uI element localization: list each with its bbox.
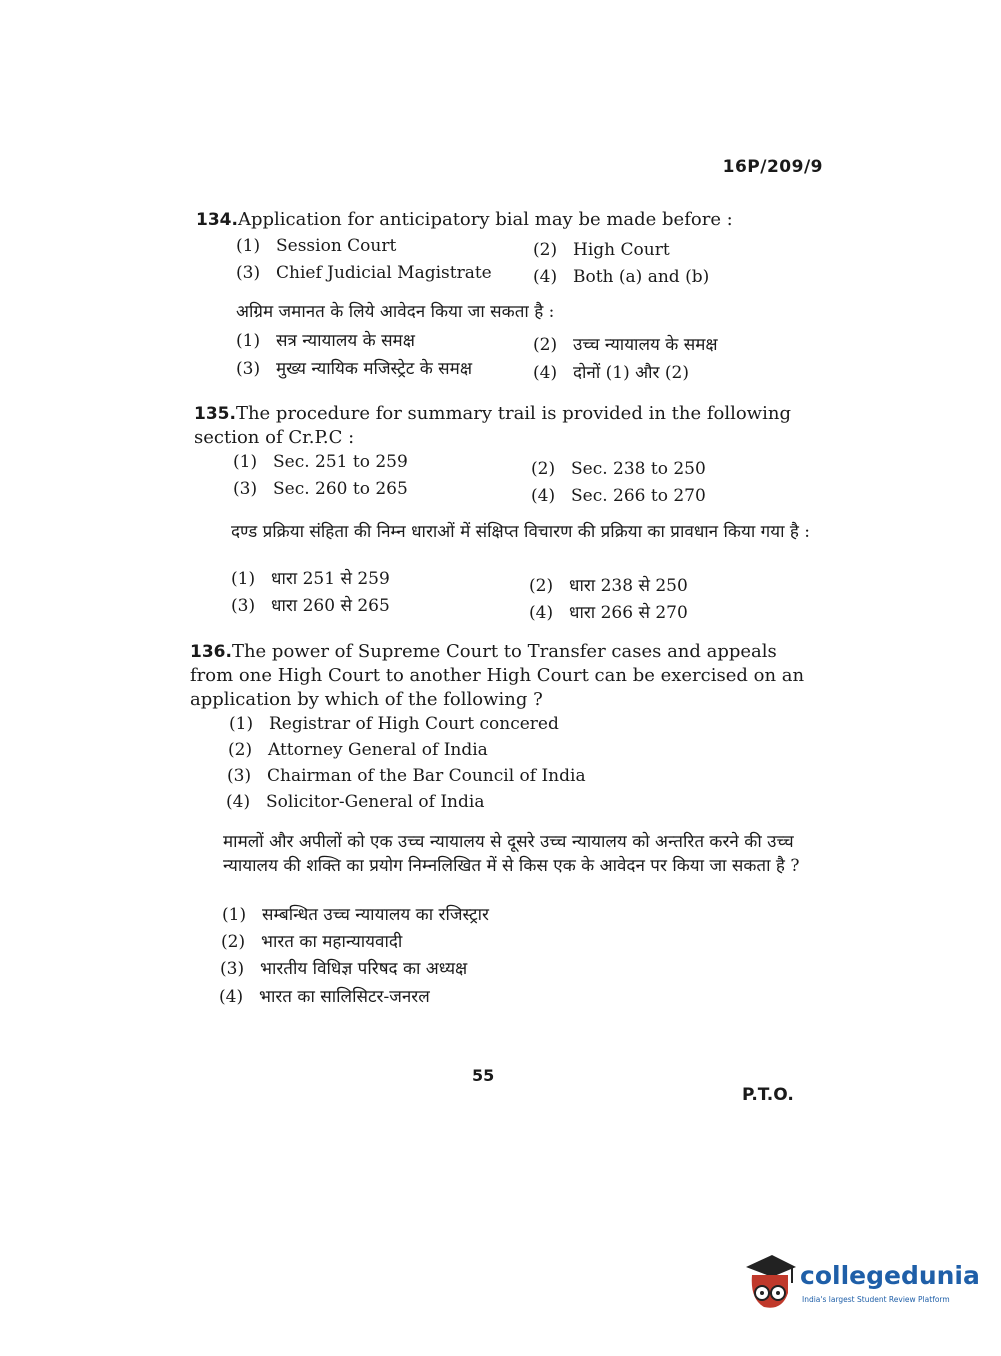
pto-label: P.T.O. [742,1085,794,1105]
brand-name: collegedunia [800,1261,980,1290]
option-hi-2: (2) भारत का महान्यायवादी [221,932,403,952]
option-hi-2: (2) धारा 238 से 250 [529,576,688,596]
option-hi-1: (1) सत्र न्यायालय के समक्ष [236,331,415,351]
option-en-1: (1) Sec. 251 to 259 [233,452,408,472]
page-number: 55 [472,1066,495,1085]
mascot-icon [742,1253,798,1313]
question-number: 136. [190,642,232,662]
option-en-3: (3) Chairman of the Bar Council of India [227,766,586,786]
collegedunia-logo [742,1253,980,1313]
option-en-4: (4) Sec. 266 to 270 [531,486,706,506]
question-136 [190,640,816,712]
question-text-hi: अग्रिम जमानत के लिये आवेदन किया जा सकता है : [236,302,555,322]
option-en-3: (3) Sec. 260 to 265 [233,479,408,499]
option-en-4: (4) Both (a) and (b) [533,267,710,287]
question-135 [194,402,820,450]
option-en-2: (2) Attorney General of India [228,740,488,760]
option-hi-3: (3) मुख्य न्यायिक मजिस्ट्रेट के समक्ष [236,359,473,379]
brand-tagline: India's largest Student Review Platform [802,1295,950,1304]
option-hi-1: (1) सम्बन्धित उच्च न्यायालय का रजिस्ट्रार [222,905,490,925]
paper-code: 16P/209/9 [722,157,823,177]
option-hi-4: (4) भारत का सालिसिटर-जनरल [219,987,430,1007]
question-number: 134. [196,210,238,230]
option-hi-3: (3) धारा 260 से 265 [231,596,390,616]
option-en-2: (2) High Court [533,240,670,260]
question-text-en: The power of Supreme Court to Transfer cases and appeals from one High Court to another High Court can be exercised on an application by which of the following ? [190,641,805,710]
question-text-en: Application for anticipatory bial may be made before : [237,209,733,230]
option-hi-3: (3) भारतीय विधिज्ञ परिषद का अध्यक्ष [220,959,468,979]
option-en-1: (1) Registrar of High Court concered [229,714,559,734]
option-hi-1: (1) धारा 251 से 259 [231,569,390,589]
option-en-3: (3) Chief Judicial Magistrate [236,263,492,283]
option-hi-2: (2) उच्च न्यायालय के समक्ष [533,335,718,355]
question-text-hi: दण्ड प्रक्रिया संहिता की निम्न धाराओं में संक्षिप्त विचारण की प्रक्रिया का प्रावधान किया गया है : [231,522,811,542]
option-en-4: (4) Solicitor-General of India [226,792,485,812]
option-en-1: (1) Session Court [236,236,397,256]
question-number: 135. [194,404,236,424]
option-hi-4: (4) दोनों (1) और (2) [533,363,689,383]
question-text-hi: मामलों और अपीलों को एक उच्च न्यायालय से दूसरे उच्च न्यायालय को अन्तरित करने की उच्च न्यायालय की शक्ति का प्रयोग निम्नलिखित में से किस एक के आवेदन पर किया जा सकता है ? [223,832,800,876]
option-en-2: (2) Sec. 238 to 250 [531,459,706,479]
question-text-en: The procedure for summary trail is provided in the following section of Cr.P.C : [194,403,791,448]
question-134 [196,208,816,232]
option-hi-4: (4) धारा 266 से 270 [529,603,688,623]
